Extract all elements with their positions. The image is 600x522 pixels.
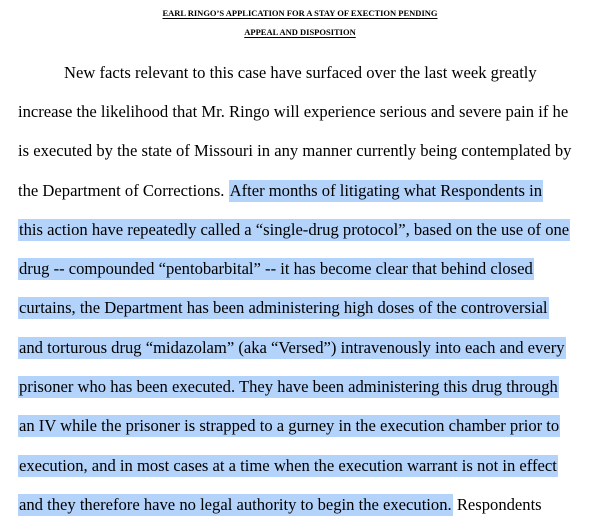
highlighted-text: After months of litigating what Respondents in bbox=[229, 181, 543, 200]
body-line-4 bbox=[18, 180, 543, 202]
body-text: Respondents bbox=[456, 495, 542, 514]
highlighted-text: execution, and in most cases at a time when the execution warrant is not in effect bbox=[19, 456, 557, 475]
body-text: the Department of Corrections. bbox=[18, 181, 225, 200]
highlighted-text: curtains, the Department has been administering high doses of the controversial bbox=[19, 298, 548, 317]
highlighted-text: an IV while the prisoner is strapped to a gurney in the execution chamber prior to bbox=[19, 416, 560, 435]
highlighted-text: this action have repeatedly called a “single-drug protocol”, based on the use of one bbox=[19, 220, 570, 239]
highlighted-text: and torturous drug “midazolam” (aka “Versed”) intravenously into each and every bbox=[19, 338, 565, 357]
document-title-line-1: EARL RINGO’S APPLICATION FOR A STAY OF EXECTION PENDING bbox=[162, 8, 438, 18]
body-text: is executed by the state of Missouri in any manner currently being contemplated by bbox=[18, 141, 572, 160]
body-line-1 bbox=[64, 62, 537, 84]
body-line-11 bbox=[18, 455, 558, 477]
highlighted-text: drug -- compounded “pentobarbital” -- it has become clear that behind closed bbox=[19, 259, 533, 278]
document-title-line-2: APPEAL AND DISPOSITION bbox=[244, 27, 356, 37]
highlighted-text: and they therefore have no legal authority to begin the execution. bbox=[19, 495, 452, 514]
body-line-9 bbox=[18, 376, 559, 398]
body-line-6 bbox=[18, 258, 534, 280]
body-line-2 bbox=[18, 101, 568, 123]
body-line-5 bbox=[18, 219, 570, 241]
body-line-12 bbox=[18, 494, 542, 516]
body-text: New facts relevant to this case have surfaced over the last week greatly bbox=[64, 63, 537, 82]
body-line-7 bbox=[18, 297, 549, 319]
highlighted-text: prisoner who has been executed. They have been administering this drug through bbox=[19, 377, 558, 396]
body-line-8 bbox=[18, 337, 566, 359]
body-text: increase the likelihood that Mr. Ringo will experience serious and severe pain if he bbox=[18, 102, 569, 121]
body-line-3 bbox=[18, 140, 571, 162]
body-line-10 bbox=[18, 415, 560, 437]
